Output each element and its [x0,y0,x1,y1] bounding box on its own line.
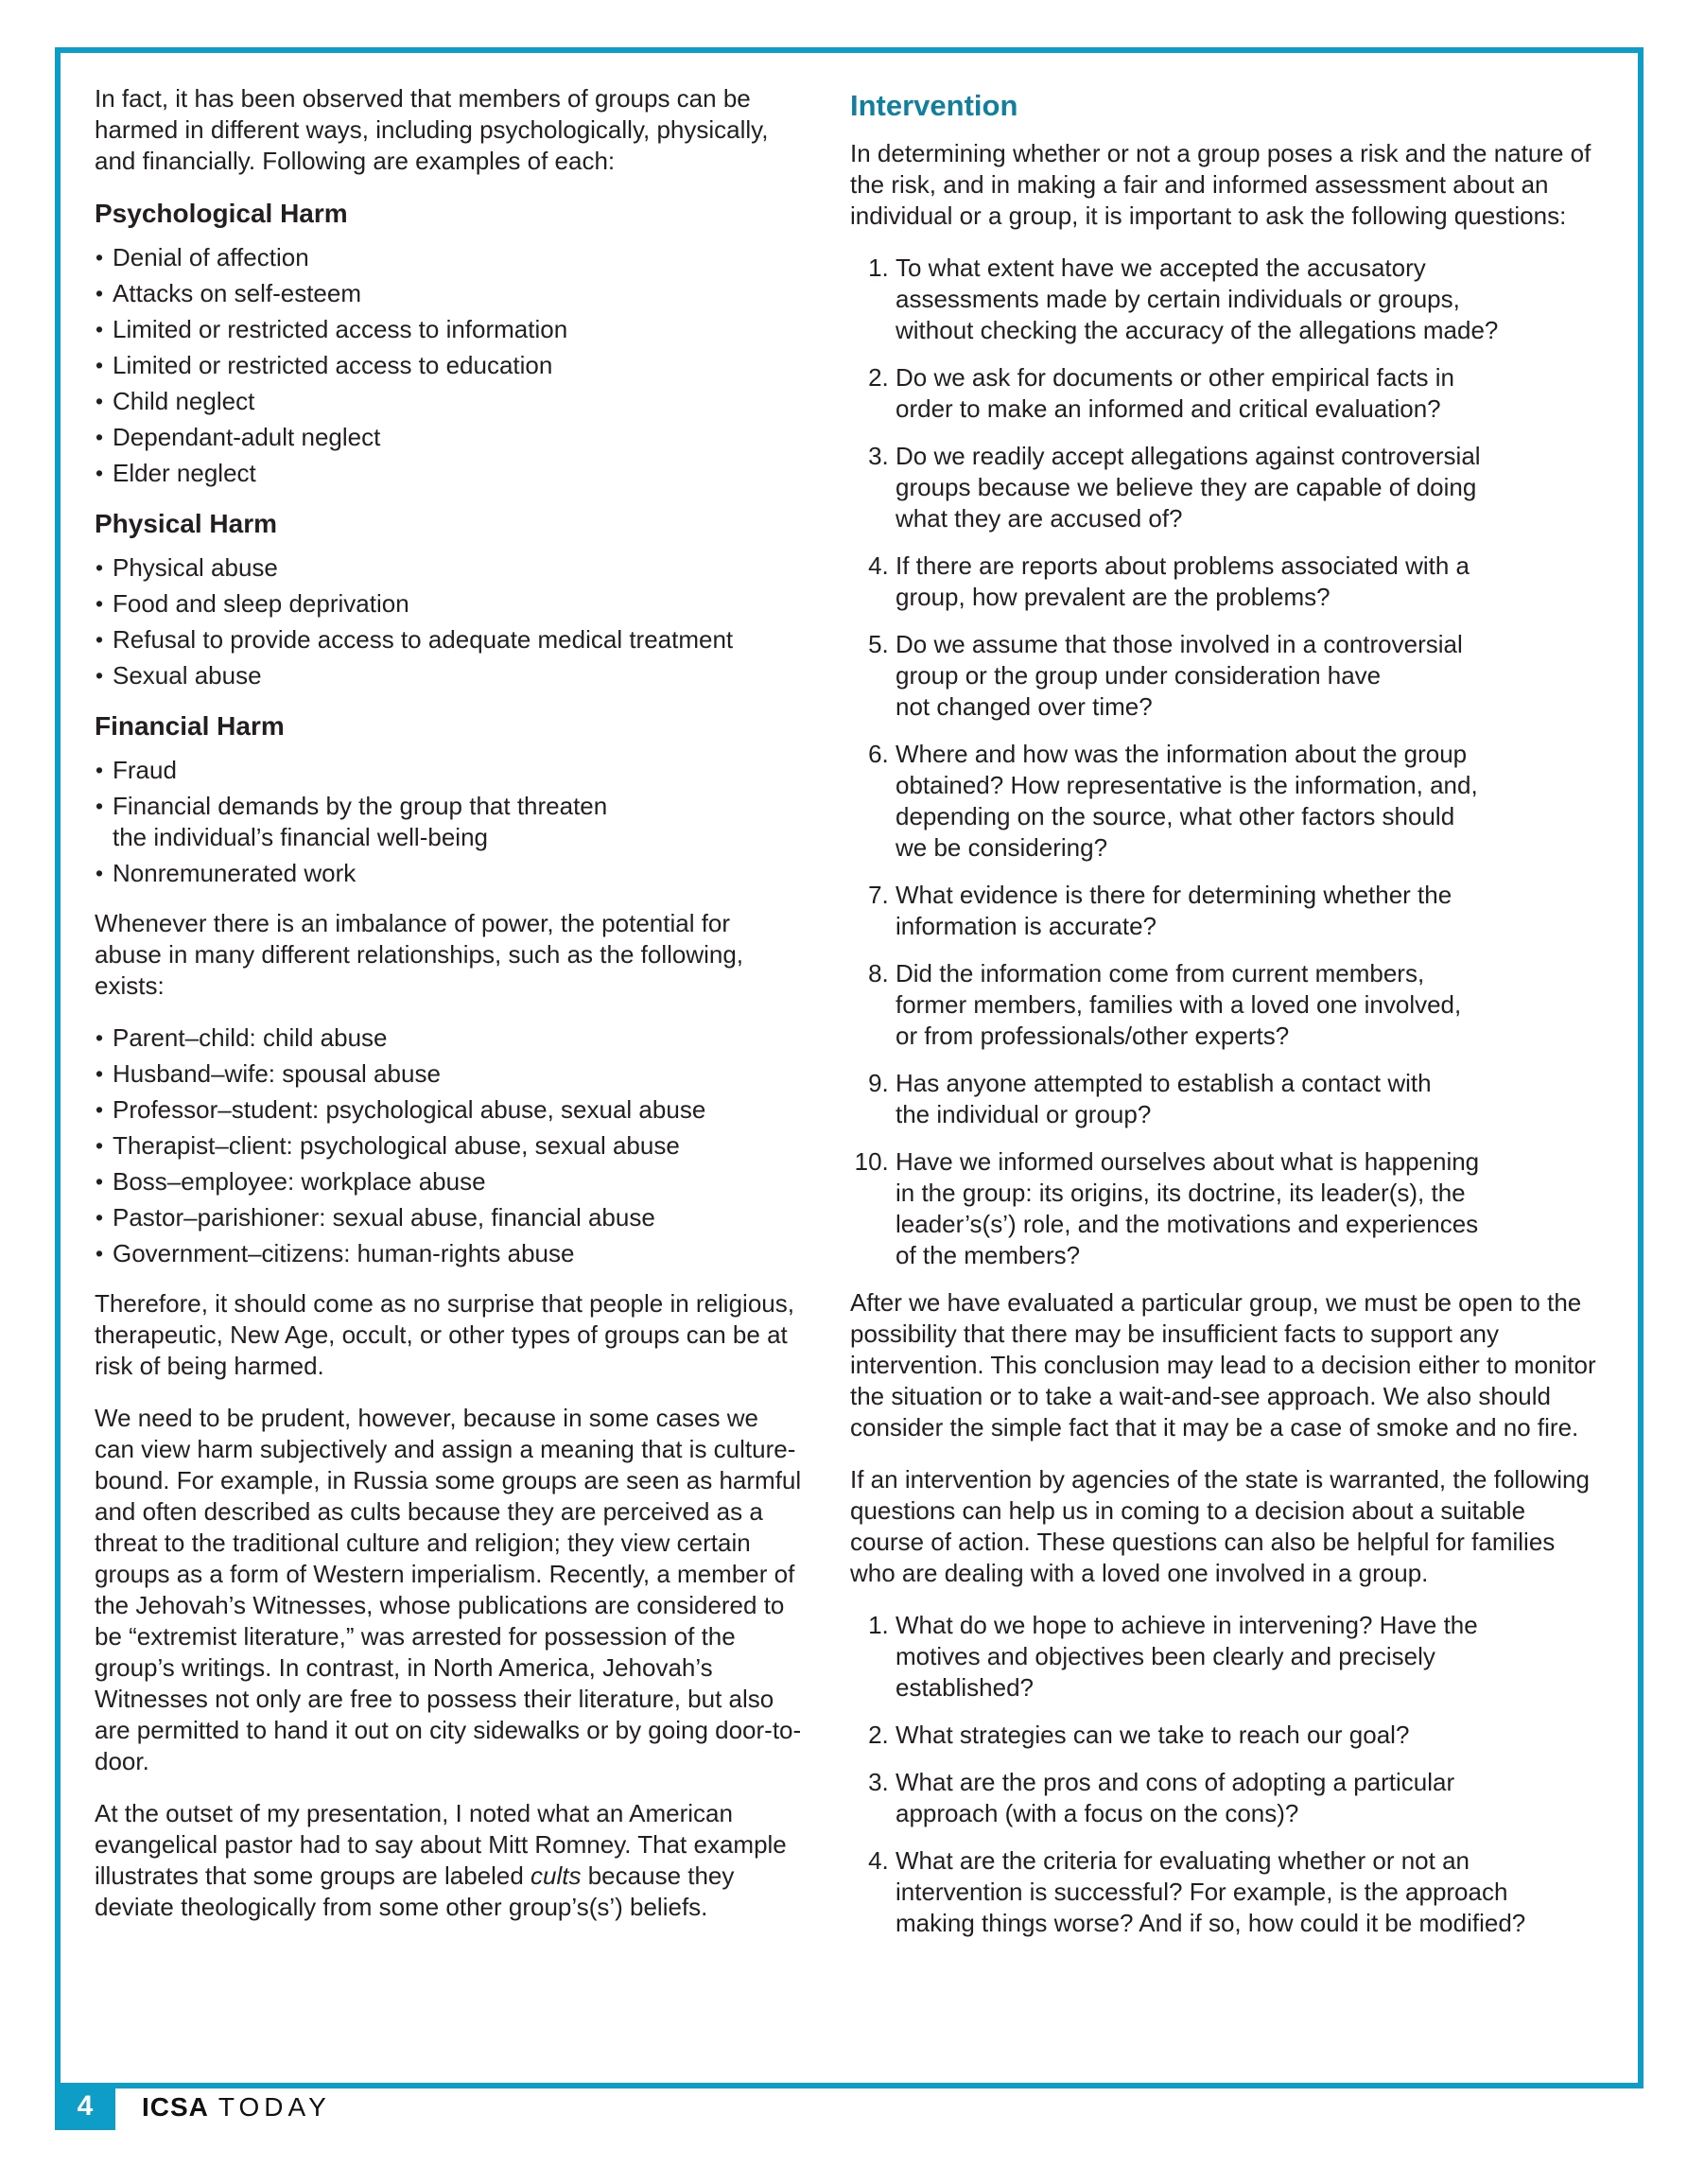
bullet-item: • Financial demands by the group that threaten the individual’s financial well-being [95,791,804,853]
power-imbalance-paragraph: Whenever there is an imbalance of power, the potential for abuse in many different relationships, such as the following, exists: [95,909,744,1000]
section-heading-financial-harm: Financial Harm [95,711,285,741]
numbered-question-item: 1. To what extent have we accepted the accusatory assessments made by certain individuals or groups, without checking the accuracy of the allegations made? [896,253,1597,346]
numbered-question-item: 8. Did the information come from current members, former members, families with a loved one involved, or from professionals/other experts? [896,958,1597,1052]
outset-paragraph [95,1798,804,1923]
intervention-heading: Intervention [850,89,1018,122]
numbered-question-item: 2. What strategies can we take to reach our goal? [896,1720,1597,1751]
numbered-question-item: 10. Have we informed ourselves about what is happening in the group: its origins, its doctrine, its leader(s), the leader’s(s’) role, and the motivations and experiences of the members? [896,1146,1597,1271]
bullet-item: • Boss–employee: workplace abuse [95,1166,804,1197]
psychological-harm-list [95,242,804,489]
bullet-item: • Nonremunerated work [95,858,804,889]
numbered-question-item: 9. Has anyone attempted to establish a contact with the individual or group? [896,1068,1597,1130]
evaluation-paragraph: After we have evaluated a particular group, we must be open to the possibility that there may be insufficient facts to support any intervention. This conclusion may lead to a decision either to monitor the situation or to take a wait-and-see approach. We also should consider the simple fact that it may be a case of smoke and no fire. [850,1288,1596,1441]
bullet-item: • Sexual abuse [95,660,804,691]
section-psychological-harm [95,198,804,489]
bullet-item: • Fraud [95,755,804,786]
section-physical-harm [95,508,804,691]
bullet-item: • Refusal to provide access to adequate medical treatment [95,624,804,655]
section-heading-psychological-harm: Psychological Harm [95,199,348,228]
therefore-paragraph: Therefore, it should come as no surprise that people in religious, therapeutic, New Age, occult, or other types of groups can be at risk of being harmed. [95,1289,794,1380]
bullet-item: • Parent–child: child abuse [95,1022,804,1054]
intro-paragraph: In fact, it has been observed that members of groups can be harmed in different ways, including psychologically, physically, and financially. Following are examples of each: [95,84,769,175]
numbered-question-item: 5. Do we assume that those involved in a controversial group or the group under consideration have not changed over time? [896,629,1597,723]
prudent-paragraph: We need to be prudent, however, because in some cases we can view harm subjectively and assign a meaning that is culture-bound. For example, in Russia some groups are seen as harmful and often described as cults because they are perceived as a threat to the traditional culture and religion; they view certain groups as a form of Western imperialism. Recently, a member of the Jehovah’s Witnesses, whose publications are considered to be “extremist literature,” was arrested for possession of the group’s writings. In contrast, in North America, Jehovah’s Witnesses not only are free to possess their literature, but also are permitted to hand it out on city sidewalks or by going door-to-door. [95,1404,802,1775]
intervention-intro-paragraph: In determining whether or not a group poses a risk and the nature of the risk, and in making a fair and informed assessment about an individual or a group, it is important to ask the following questions: [850,139,1591,230]
financial-harm-list [95,755,804,889]
bullet-item: • Food and sleep deprivation [95,588,804,620]
numbered-question-item: 2. Do we ask for documents or other empirical facts in order to make an informed and critical evaluation? [896,362,1597,425]
physical-harm-list [95,552,804,691]
numbered-question-item: 3. Do we readily accept allegations against controversial groups because we believe they are capable of doing what they are accused of? [896,441,1597,534]
page-number: 4 [77,2090,94,2122]
page-number-box [55,2083,115,2130]
outset-text-after: because they deviate theologically from some other group’s(s’) beliefs. [95,1861,735,1921]
outset-italic-word: cults [530,1861,582,1890]
bullet-item: • Husband–wife: spousal abuse [95,1058,804,1090]
bullet-item: • Professor–student: psychological abuse, sexual abuse [95,1094,804,1126]
bullet-item: • Elder neglect [95,458,804,489]
section-heading-physical-harm: Physical Harm [95,509,277,538]
relationship-abuse-list [95,1022,804,1269]
bullet-item: • Limited or restricted access to education [95,350,804,381]
bullet-item: • Government–citizens: human-rights abuse [95,1238,804,1269]
bullet-item: • Attacks on self-esteem [95,278,804,309]
bullet-item: • Physical abuse [95,552,804,584]
bullet-item: • Pastor–parishioner: sexual abuse, financial abuse [95,1202,804,1233]
numbered-question-item: 4. If there are reports about problems associated with a group, how prevalent are the problems? [896,550,1597,613]
bullet-item: • Therapist–client: psychological abuse, sexual abuse [95,1130,804,1162]
section-financial-harm [95,710,804,889]
magazine-title-rest: TODAY [217,2092,331,2122]
page-footer [55,2083,1644,2132]
numbered-question-item: 1. What do we hope to achieve in intervening? Have the motives and objectives been clearly and precisely established? [896,1610,1597,1704]
magazine-title [142,2089,331,2127]
outset-text-before: At the outset of my presentation, I noted what an American evangelical pastor had to say about Mitt Romney. That example illustrates that some groups are labeled [95,1799,787,1890]
magazine-title-bold: ICSA [142,2092,209,2122]
numbered-question-item: 3. What are the pros and cons of adopting a particular approach (with a focus on the cons)? [896,1767,1597,1829]
numbered-question-item: 7. What evidence is there for determining whether the information is accurate? [896,880,1597,942]
left-column [95,83,804,1944]
bullet-item: • Limited or restricted access to information [95,314,804,345]
bullet-item: • Child neglect [95,386,804,417]
assessment-questions-list [850,253,1597,1271]
action-questions-list [850,1610,1597,1939]
numbered-question-item: 6. Where and how was the information about the group obtained? How representative is the information, and, depending on the source, what other factors should we be considering? [896,739,1597,864]
numbered-question-item: 4. What are the criteria for evaluating whether or not an intervention is successful? For example, is the approach making things worse? And if so, how could it be modified? [896,1845,1597,1939]
warranted-paragraph: If an intervention by agencies of the state is warranted, the following questions can help us in coming to a decision about a suitable course of action. These questions can also be helpful for families who are dealing with a loved one involved in a group. [850,1465,1590,1587]
bullet-item: • Denial of affection [95,242,804,273]
bullet-item: • Dependant-adult neglect [95,422,804,453]
right-column [850,87,1597,1955]
